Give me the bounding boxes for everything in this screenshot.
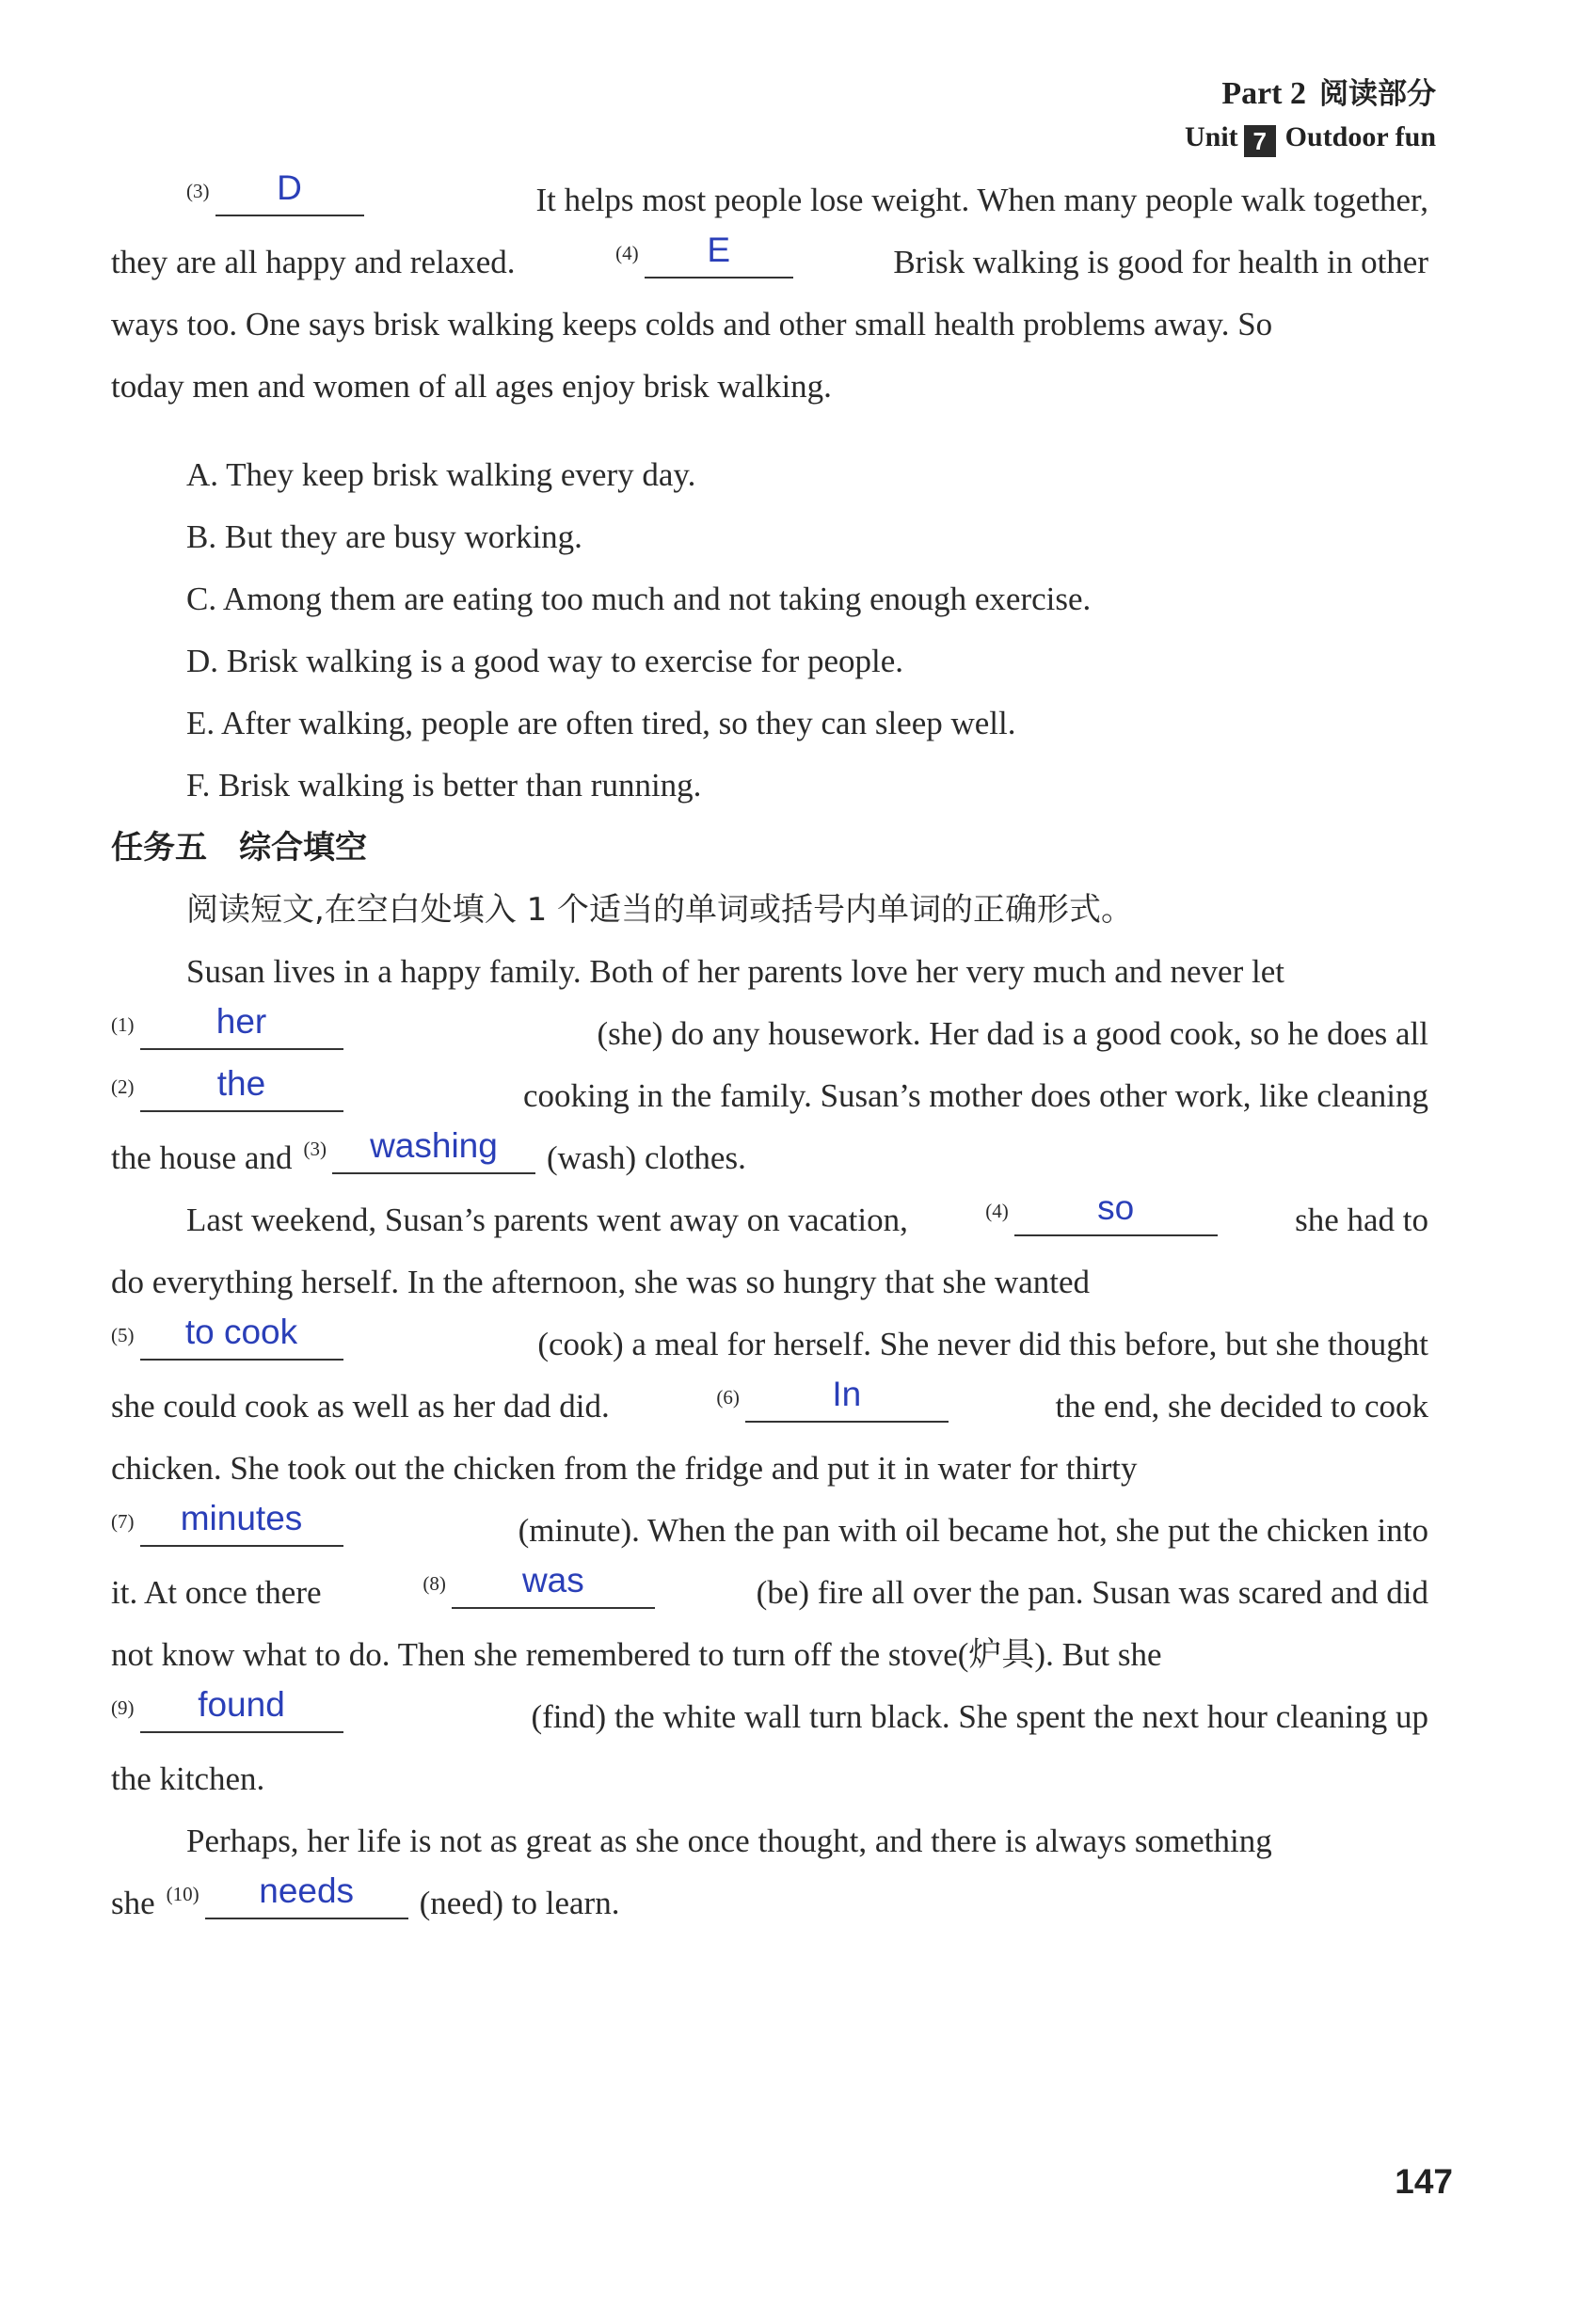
text-segment: she could cook as well as her dad did. bbox=[111, 1388, 610, 1425]
blank-number: (8) bbox=[423, 1572, 446, 1595]
blank-4[interactable] bbox=[1014, 1188, 1218, 1236]
p2-line-1 bbox=[186, 1188, 1428, 1248]
blank-1[interactable] bbox=[140, 1002, 343, 1050]
text-segment: cooking in the family. Susan’s mother does other work, like cleaning bbox=[523, 1077, 1428, 1114]
text-segment: the end, she decided to cook bbox=[1055, 1388, 1428, 1425]
blank-6[interactable] bbox=[745, 1375, 949, 1423]
text-segment: today men and women of all ages enjoy brisk walking. bbox=[111, 368, 832, 405]
option-b: B. But they are busy working. bbox=[186, 518, 582, 555]
p2-line-4 bbox=[111, 1375, 1428, 1434]
answer-text: washing bbox=[370, 1126, 498, 1165]
blank-number: (9) bbox=[111, 1696, 135, 1719]
answer-text: so bbox=[1097, 1188, 1135, 1227]
s4-line-4 bbox=[111, 363, 1428, 410]
blank-number: (7) bbox=[111, 1510, 135, 1533]
option-c: C. Among them are eating too much and not taking enough exercise. bbox=[186, 581, 1092, 617]
p3-line-1 bbox=[186, 1818, 1428, 1865]
blank-number: (1) bbox=[111, 1013, 135, 1036]
answer-text: was bbox=[521, 1561, 584, 1600]
blank-number: (3) bbox=[303, 1138, 327, 1160]
option-f: F. Brisk walking is better than running. bbox=[186, 767, 702, 804]
option-d: D. Brisk walking is a good way to exercise for people. bbox=[186, 643, 904, 679]
answer-text: needs bbox=[259, 1871, 355, 1910]
header-unit bbox=[1185, 117, 1436, 158]
text-segment: It helps most people lose weight. When many people walk together, bbox=[535, 182, 1428, 218]
page-number: 147 bbox=[1395, 2162, 1453, 2201]
blank-number: (4) bbox=[615, 242, 639, 264]
p2-line-2 bbox=[111, 1259, 1428, 1306]
task5-instruction: 阅读短文,在空白处填入 1 个适当的单词或括号内单词的正确形式。 bbox=[186, 891, 1134, 929]
answer-text: D bbox=[277, 168, 302, 207]
text-segment: (cook) a meal for herself. She never did this before, but she thought bbox=[537, 1326, 1428, 1362]
p2-line-5 bbox=[111, 1445, 1428, 1492]
answer-text: E bbox=[707, 231, 731, 269]
unit-label: Unit bbox=[1184, 121, 1238, 152]
text-segment: (find) the white wall turn black. She spent the next hour cleaning up bbox=[531, 1698, 1428, 1735]
unit-number-badge: 7 bbox=[1244, 125, 1276, 157]
text-segment: she had to bbox=[1295, 1202, 1428, 1238]
task5-heading bbox=[111, 824, 367, 871]
text-segment: (minute). When the pan with oil became hot, she put the chicken into bbox=[518, 1512, 1428, 1549]
blank-10[interactable] bbox=[205, 1871, 408, 1919]
blank-8[interactable] bbox=[452, 1561, 655, 1609]
text-segment: (wash) clothes. bbox=[546, 1139, 746, 1176]
page-header bbox=[1185, 72, 1436, 158]
answer-text: her bbox=[215, 1002, 267, 1041]
text-segment: it. At once there bbox=[111, 1574, 322, 1611]
blank-3[interactable] bbox=[332, 1126, 535, 1174]
p2-line-6 bbox=[111, 1499, 1428, 1558]
text-segment: they are all happy and relaxed. bbox=[111, 244, 516, 280]
text-segment: (be) fire all over the pan. Susan was scared and did bbox=[756, 1574, 1428, 1611]
text-segment: the kitchen. bbox=[111, 1760, 265, 1797]
blank-4[interactable] bbox=[645, 231, 793, 279]
part-cn-label: 阅读部分 bbox=[1319, 77, 1436, 111]
unit-title: Outdoor fun bbox=[1284, 121, 1436, 152]
part-label: Part 2 bbox=[1221, 76, 1306, 111]
text-segment: (she) do any housework. Her dad is a good cook, so he does all bbox=[597, 1015, 1428, 1052]
p2-line-8 bbox=[111, 1632, 1428, 1679]
p3-line-2 bbox=[111, 1871, 1428, 1931]
task-title: 任务五 bbox=[111, 829, 207, 867]
text-segment: she bbox=[111, 1885, 155, 1921]
text-segment: ways too. One says brisk walking keeps colds and other small health problems away. So bbox=[111, 306, 1273, 342]
s4-line-3 bbox=[111, 301, 1428, 348]
p1-line-2 bbox=[111, 1002, 1428, 1061]
option-e: E. After walking, people are often tired, so they can sleep well. bbox=[186, 705, 1016, 741]
blank-number: (2) bbox=[111, 1075, 135, 1098]
s4-line-1 bbox=[111, 168, 1428, 228]
p2-line-7 bbox=[111, 1561, 1428, 1620]
text-segment: the house and bbox=[111, 1139, 293, 1176]
text-segment: (need) to learn. bbox=[419, 1885, 620, 1921]
blank-2[interactable] bbox=[140, 1064, 343, 1112]
text-segment: not know what to do. Then she remembered to turn off the stove(炉具). But she bbox=[111, 1636, 1162, 1673]
answer-text: minutes bbox=[180, 1499, 303, 1537]
text-segment: Brisk walking is good for health in other bbox=[893, 244, 1428, 280]
answer-text: to cook bbox=[184, 1313, 298, 1351]
answer-text: found bbox=[198, 1685, 285, 1724]
p1-line-1 bbox=[186, 948, 1428, 995]
p1-line-4 bbox=[111, 1126, 1428, 1186]
answer-text: the bbox=[216, 1064, 266, 1103]
blank-number: (6) bbox=[716, 1386, 740, 1409]
blank-number: (10) bbox=[166, 1883, 199, 1905]
s4-line-2 bbox=[111, 231, 1428, 290]
p2-line-9 bbox=[111, 1685, 1428, 1744]
p2-line-3 bbox=[111, 1313, 1428, 1372]
option-a: A. They keep brisk walking every day. bbox=[186, 456, 696, 493]
text-segment: do everything herself. In the afternoon, she was so hungry that she wanted bbox=[111, 1264, 1090, 1300]
blank-number: (4) bbox=[985, 1200, 1009, 1222]
text-segment: Perhaps, her life is not as great as she once thought, and there is always something bbox=[186, 1823, 1272, 1859]
text-segment: chicken. She took out the chicken from the fridge and put it in water for thirty bbox=[111, 1450, 1138, 1487]
blank-3[interactable] bbox=[215, 168, 364, 216]
blank-number: (5) bbox=[111, 1324, 135, 1346]
p1-line-3 bbox=[111, 1064, 1428, 1123]
blank-number: (3) bbox=[186, 180, 210, 202]
p2-line-10 bbox=[111, 1756, 1428, 1803]
text-segment: Susan lives in a happy family. Both of her parents love her very much and never let bbox=[186, 953, 1284, 990]
text-segment: Last weekend, Susan’s parents went away on vacation, bbox=[186, 1202, 908, 1238]
blank-7[interactable] bbox=[140, 1499, 343, 1547]
task-subtitle: 综合填空 bbox=[239, 829, 367, 867]
header-part bbox=[1185, 72, 1436, 117]
answer-text: In bbox=[832, 1375, 862, 1413]
blank-5[interactable] bbox=[140, 1313, 343, 1361]
blank-9[interactable] bbox=[140, 1685, 343, 1733]
